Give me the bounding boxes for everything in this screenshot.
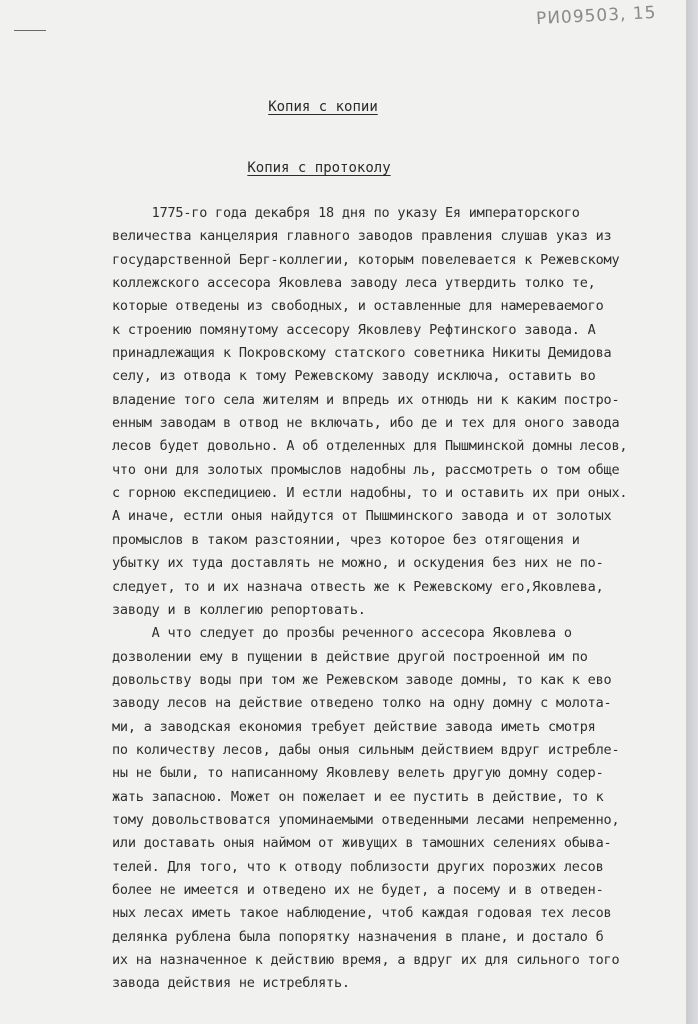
heading-copy-of-copy: Копия с копии: [268, 99, 378, 115]
text-line: с горною експедициею. И естли надобны, то и оставить их при оных.: [112, 485, 628, 502]
text-line: лесов будет довольно. А об отделенных для Пышминской домны лесов,: [112, 438, 628, 455]
text-line: принадлежащия к Покровскому статского советника Никиты Демидова: [112, 345, 612, 362]
text-line: более не имеется и отведено их не будет, а посему и в отведен-: [112, 881, 604, 898]
corner-mark: [14, 30, 46, 31]
text-line: селу, из отвода к тому Режевскому заводу исключа, оставить во: [112, 368, 596, 385]
text-line: енным заводам в отвод не включать, ибо де и тех для оного завода: [112, 415, 620, 432]
text-line: заводу лесов на действие отведено толко на одну домну с молота-: [112, 695, 612, 712]
text-line: ны не были, то написанному Яковлеву велеть другую домну содер-: [112, 765, 604, 782]
text-line: их на назначенное к действию время, а вдруг их для сильного того: [112, 952, 620, 968]
text-line: тому довольствоватся упоминаемыми отведенными лесами непременно,: [112, 811, 620, 828]
text-line: ных лесах иметь такое наблюдение, чтоб каждая годовая тех лесов: [112, 905, 612, 922]
text-line: убытку их туда доставлять не можно, и оскудения без них не по-: [112, 555, 604, 572]
text-line: по количеству лесов, дабы оныя сильным действием вдруг истребле-: [112, 741, 620, 758]
text-line: жать запасною. Может он пожелает и ее пустить в действие, то к: [112, 788, 604, 805]
text-line: телей. Для того, что к отводу поблизости других порозжих лесов: [112, 858, 604, 875]
text-line: ми, а заводская економия требует действие завода иметь смотря: [112, 718, 596, 735]
archive-code-handwritten: РИ09503, 15: [535, 2, 657, 30]
document-body: [112, 202, 672, 996]
text-line: А что следует до прозбы реченного ассесора Яковлева о: [112, 625, 572, 642]
text-line: к строению помянутому ассесору Яковлеву Рефтинского завода. А: [112, 321, 596, 338]
text-line: А иначе, естли оныя найдутся от Пышминского завода и от золотых: [112, 508, 612, 525]
text-line: государственной Берг-коллегии, которым повелевается к Режевскому: [112, 251, 620, 268]
text-line: заводу и в коллегию репортовать.: [112, 601, 366, 618]
background-edge: [686, 0, 698, 1024]
text-line: дозволении ему в пущении в действие другой построенной им по: [112, 648, 588, 665]
text-line: владение того села жителям и впредь их отнюдь ни к каким постро-: [112, 391, 620, 408]
text-line: или доставать оныя наймом от живущих в тамошних селениях обыва-: [112, 835, 612, 852]
text-line: завода действия не истреблять.: [112, 975, 350, 992]
text-line: промыслов в таком разстоянии, чрез которое без отягощения и: [112, 531, 580, 548]
text-line: делянка рублена была попорятку назначения в плане, и достало б: [112, 928, 604, 945]
text-line: коллежского ассесора Яковлева заводу леса утвердить толко те,: [112, 275, 596, 292]
heading-copy-of-protocol: Копия с протоколу: [247, 160, 391, 176]
text-line: 1775-го года декабря 18 дня по указу Ея императорского: [112, 205, 580, 221]
text-line: величества канцелярия главного заводов правления слушав указ из: [112, 228, 612, 245]
text-line: следует, то и их назнача отвесть же к Режевскому его,Яковлева,: [112, 578, 604, 595]
text-line: довольству воды при том же Режевском заводе домны, то как к ево: [112, 671, 612, 688]
text-line: что они для золотых промыслов надобны ль, рассмотреть о том обще: [112, 461, 620, 478]
text-line: которые отведены из свободных, и оставленные для намереваемого: [112, 298, 604, 315]
